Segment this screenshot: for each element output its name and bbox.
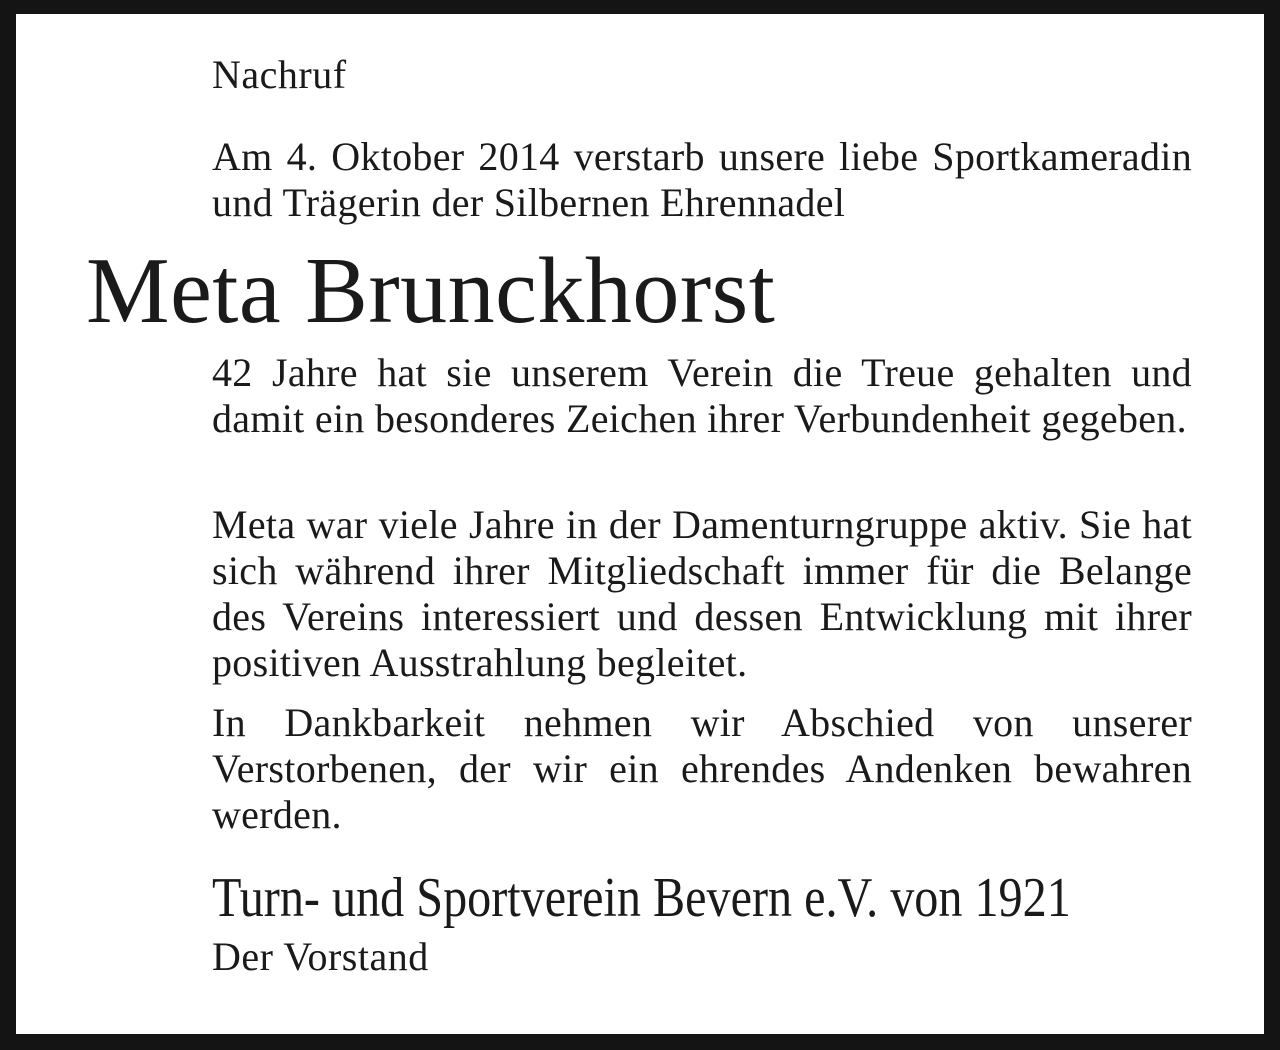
notice-heading: Nachruf (212, 52, 347, 97)
organization-name: Turn- und Sportverein Bevern e.V. von 1921 (212, 867, 1071, 929)
paragraph-activity: Meta war viele Jahre in der Damenturngruppe aktiv. Sie hat sich während ihrer Mitgliedschaft immer für die Belange des Vereins interessiert und dessen Entwicklung mit ihrer positiven Ausstrahlung begleitet. (212, 502, 1192, 685)
intro-text: Am 4. Oktober 2014 verstarb unsere liebe Sportkameradin und Trägerin der Silbernen Ehrennadel (212, 134, 1192, 225)
paragraph-membership: 42 Jahre hat sie unserem Verein die Treue gehalten und damit ein besonderes Zeichen ihrer Verbundenheit gegeben. (212, 350, 1192, 441)
deceased-name: Meta Brunckhorst (86, 239, 776, 343)
paragraph-farewell: In Dankbarkeit nehmen wir Abschied von unserer Verstorbenen, der wir ein ehrendes Andenken bewahren werden. (212, 700, 1192, 837)
signatory: Der Vorstand (212, 934, 429, 979)
